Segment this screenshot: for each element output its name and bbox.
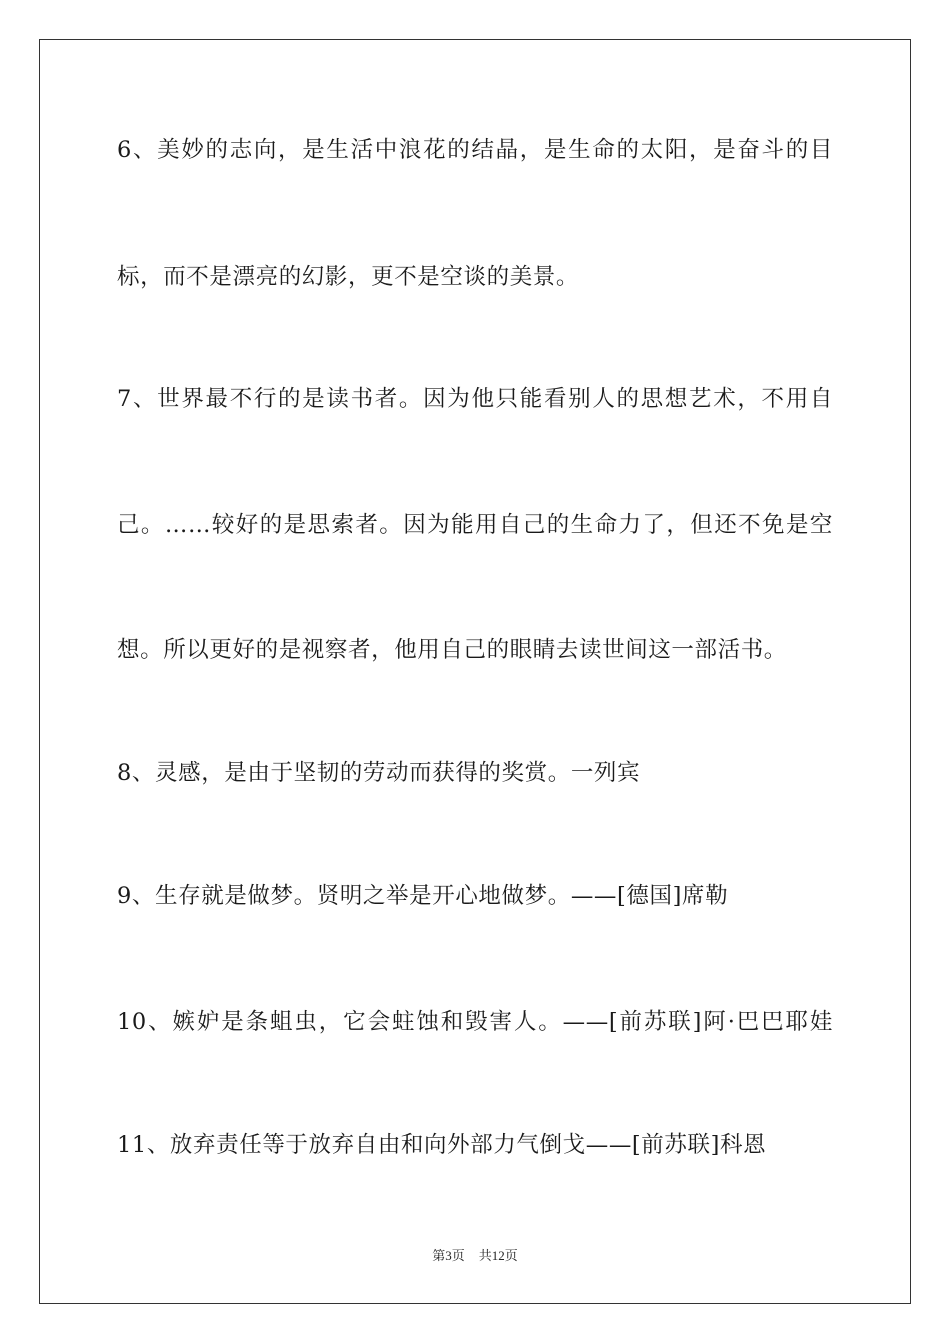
text-line-3: 7、世界最不行的是读书者。因为他只能看别人的思想艺术，不用自 [117, 386, 833, 412]
page-footer [0, 1247, 950, 1265]
text-line-1: 6、美妙的志向，是生活中浪花的结晶，是生命的太阳，是奋斗的目 [117, 137, 833, 163]
text-line-8: 10、嫉妒是条蛆虫，它会蛀蚀和毁害人。——[前苏联]阿·巴巴耶娃 [117, 1009, 833, 1035]
text-line-4: 己。……较好的是思索者。因为能用自己的生命力了，但还不免是空 [117, 512, 833, 538]
text-line-2: 标，而不是漂亮的幻影，更不是空谈的美景。 [117, 264, 580, 290]
page-border [39, 39, 911, 1304]
text-line-6: 8、灵感，是由于坚韧的劳动而获得的奖赏。一列宾 [117, 760, 641, 786]
text-line-9: 11、放弃责任等于放弃自由和向外部力气倒戈——[前苏联]科恩 [117, 1132, 767, 1158]
text-line-7: 9、生存就是做梦。贤明之举是开心地做梦。——[德国]席勒 [117, 883, 729, 909]
total-pages: 共12页 [478, 1248, 518, 1263]
page-number: 第3页 [432, 1248, 465, 1263]
text-line-5: 想。所以更好的是视察者，他用自己的眼睛去读世间这一部活书。 [117, 637, 787, 663]
